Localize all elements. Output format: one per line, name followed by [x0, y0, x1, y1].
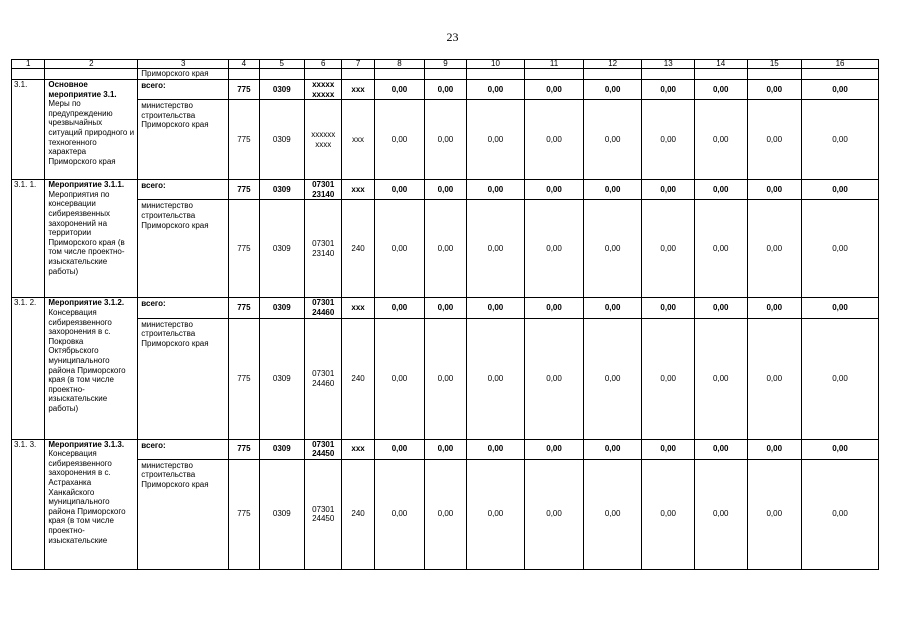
measure-number: 3.1. 2.: [12, 298, 45, 439]
amount-cell: 0,00: [694, 80, 747, 100]
section-code: 0309: [259, 298, 304, 318]
amount-cell: 0,00: [583, 80, 642, 100]
responsible-executor: министерство строительства Приморского края: [138, 459, 229, 569]
measure-ministry-row: [12, 100, 879, 180]
header-cell: 16: [802, 60, 879, 69]
amount-cell: 0,00: [466, 439, 525, 459]
section-code: 0309: [259, 459, 304, 569]
target-code-part: хххх: [315, 139, 332, 149]
measure-number: 3.1.: [12, 80, 45, 180]
column-number-header: [12, 60, 879, 69]
amount-cell: 0,00: [425, 180, 466, 200]
amount-cell: 0,00: [694, 439, 747, 459]
header-cell: 8: [374, 60, 425, 69]
amount-cell: 0,00: [374, 298, 425, 318]
grbs-code: 775: [229, 459, 259, 569]
amount-cell: 0,00: [466, 100, 525, 180]
amount-cell: 0,00: [525, 298, 584, 318]
section-code: 0309: [259, 80, 304, 100]
amount-cell: 0,00: [583, 200, 642, 298]
responsible-executor: министерство строительства Приморского края: [138, 200, 229, 298]
expense-type-code: 240: [342, 200, 374, 298]
target-code-part: 24460: [312, 378, 335, 388]
target-code-part: 24450: [312, 514, 335, 524]
measure-total-row: [12, 180, 879, 200]
amount-cell: 0,00: [583, 180, 642, 200]
target-code-part: 07301: [312, 298, 335, 308]
amount-cell: 0,00: [642, 439, 695, 459]
amount-cell: 0,00: [374, 439, 425, 459]
measure-total-row: [12, 80, 879, 100]
target-code-part: 24460: [312, 307, 335, 317]
amount-cell: 0,00: [425, 459, 466, 569]
section-code: 0309: [259, 180, 304, 200]
target-code-part: ххххх: [312, 89, 335, 99]
amount-cell: 0,00: [802, 180, 879, 200]
grbs-code: 775: [229, 80, 259, 100]
measure-subtitle: Меры по предупреждению чрезвычайных ситуаций природного и техногенного характера Приморского края: [48, 99, 135, 166]
amount-cell: 0,00: [642, 459, 695, 569]
target-code: [305, 459, 342, 569]
grbs-code: 775: [229, 318, 259, 439]
target-code: [305, 200, 342, 298]
amount-cell: 0,00: [466, 180, 525, 200]
measure-total-row: [12, 298, 879, 318]
grbs-code: 775: [229, 100, 259, 180]
amount-cell: 0,00: [425, 80, 466, 100]
header-cell: 9: [425, 60, 466, 69]
measure-total-row: [12, 439, 879, 459]
header-cell: 1: [12, 60, 45, 69]
amount-cell: 0,00: [525, 100, 584, 180]
amount-cell: 0,00: [802, 459, 879, 569]
amount-cell: 0,00: [374, 100, 425, 180]
target-code-part: 23140: [312, 189, 335, 199]
target-code-part: 24450: [312, 449, 335, 459]
measure-title: Мероприятие 3.1.2.: [48, 298, 125, 308]
header-cell: 12: [583, 60, 642, 69]
measure-title: Основное мероприятие 3.1.: [48, 80, 117, 99]
amount-cell: 0,00: [642, 180, 695, 200]
amount-cell: 0,00: [642, 100, 695, 180]
measure-number: 3.1. 3.: [12, 439, 45, 569]
amount-cell: 0,00: [694, 318, 747, 439]
amount-cell: 0,00: [583, 459, 642, 569]
amount-cell: 0,00: [374, 80, 425, 100]
amount-cell: 0,00: [525, 200, 584, 298]
header-cell: 13: [642, 60, 695, 69]
header-cell: 14: [694, 60, 747, 69]
page-number: 23: [446, 30, 459, 44]
header-cell: 7: [342, 60, 374, 69]
header-cell: 4: [229, 60, 259, 69]
amount-cell: 0,00: [802, 318, 879, 439]
measure-subtitle: Мероприятия по консервации сибиреязвенных захоронений на территории Приморского края (в том числе проектно-изыскательские работы): [48, 189, 125, 276]
section-code: 0309: [259, 318, 304, 439]
total-label: всего:: [138, 80, 229, 100]
grbs-code: 775: [229, 200, 259, 298]
expense-type-code: ххх: [342, 439, 374, 459]
target-code: [305, 439, 342, 459]
amount-cell: 0,00: [525, 318, 584, 439]
amount-cell: 0,00: [747, 298, 802, 318]
amount-cell: 0,00: [802, 200, 879, 298]
amount-cell: 0,00: [525, 80, 584, 100]
header-cell: 15: [747, 60, 802, 69]
amount-cell: 0,00: [466, 459, 525, 569]
amount-cell: 0,00: [694, 459, 747, 569]
target-code: [305, 298, 342, 318]
amount-cell: 0,00: [694, 180, 747, 200]
amount-cell: 0,00: [374, 200, 425, 298]
amount-cell: 0,00: [642, 200, 695, 298]
amount-cell: 0,00: [374, 459, 425, 569]
amount-cell: 0,00: [583, 439, 642, 459]
responsible-executor: министерство строительства Приморского края: [138, 100, 229, 180]
target-code: [305, 318, 342, 439]
header-cell: 2: [45, 60, 138, 69]
amount-cell: 0,00: [583, 298, 642, 318]
section-code: 0309: [259, 100, 304, 180]
amount-cell: 0,00: [425, 439, 466, 459]
section-code: 0309: [259, 200, 304, 298]
amount-cell: 0,00: [694, 298, 747, 318]
amount-cell: 0,00: [747, 180, 802, 200]
expense-type-code: ххх: [342, 80, 374, 100]
amount-cell: 0,00: [802, 100, 879, 180]
measure-number: 3.1. 1.: [12, 180, 45, 298]
measure-ministry-row: [12, 200, 879, 298]
amount-cell: 0,00: [642, 318, 695, 439]
measure-description: [45, 80, 138, 180]
continuation-text: Приморского края: [138, 69, 229, 80]
amount-cell: 0,00: [525, 439, 584, 459]
amount-cell: 0,00: [466, 298, 525, 318]
amount-cell: 0,00: [747, 459, 802, 569]
target-code-part: 07301: [312, 180, 335, 190]
target-code-part: 07301: [312, 368, 335, 378]
amount-cell: 0,00: [747, 439, 802, 459]
measure-ministry-row: [12, 459, 879, 569]
measure-title: Мероприятие 3.1.1.: [48, 180, 125, 190]
continuation-row: [12, 69, 879, 80]
responsible-executor: министерство строительства Приморского края: [138, 318, 229, 439]
target-code-part: ххххх: [312, 80, 335, 89]
target-code-part: 07301: [312, 439, 335, 449]
header-cell: 5: [259, 60, 304, 69]
target-code: [305, 100, 342, 180]
target-code-part: 07301: [312, 504, 335, 514]
expense-type-code: ххх: [342, 100, 374, 180]
header-cell: 11: [525, 60, 584, 69]
amount-cell: 0,00: [802, 80, 879, 100]
amount-cell: 0,00: [747, 100, 802, 180]
measure-title: Мероприятие 3.1.3.: [48, 439, 125, 449]
grbs-code: 775: [229, 439, 259, 459]
header-cell: 6: [305, 60, 342, 69]
budget-table: [11, 59, 879, 570]
target-code: [305, 80, 342, 100]
amount-cell: 0,00: [425, 100, 466, 180]
amount-cell: 0,00: [583, 100, 642, 180]
amount-cell: 0,00: [466, 80, 525, 100]
grbs-code: 775: [229, 180, 259, 200]
amount-cell: 0,00: [374, 318, 425, 439]
amount-cell: 0,00: [802, 298, 879, 318]
measure-ministry-row: [12, 318, 879, 439]
header-cell: 10: [466, 60, 525, 69]
measure-description: [45, 298, 138, 439]
amount-cell: 0,00: [525, 459, 584, 569]
amount-cell: 0,00: [747, 200, 802, 298]
measure-subtitle: Консервация сибиреязвенного захоронения в с. Покровка Октябрьского муниципального района Приморского края (в том числе проектно-изыскательские работы): [48, 307, 126, 413]
target-code-part: 23140: [312, 248, 335, 258]
amount-cell: 0,00: [425, 200, 466, 298]
header-cell: 3: [138, 60, 229, 69]
measure-subtitle: Консервация сибиреязвенного захоронения в с. Астраханка Ханкайского муниципального района Приморского края (в том числе проектно-изыскательские: [48, 449, 126, 545]
expense-type-code: 240: [342, 459, 374, 569]
amount-cell: 0,00: [642, 80, 695, 100]
measure-description: [45, 439, 138, 569]
amount-cell: 0,00: [374, 180, 425, 200]
section-code: 0309: [259, 439, 304, 459]
amount-cell: 0,00: [694, 100, 747, 180]
amount-cell: 0,00: [747, 318, 802, 439]
measure-description: [45, 180, 138, 298]
target-code-part: хххххх: [311, 130, 336, 140]
amount-cell: 0,00: [642, 298, 695, 318]
amount-cell: 0,00: [425, 318, 466, 439]
total-label: всего:: [138, 180, 229, 200]
expense-type-code: ххх: [342, 180, 374, 200]
amount-cell: 0,00: [694, 200, 747, 298]
amount-cell: 0,00: [747, 80, 802, 100]
target-code-part: 07301: [312, 239, 335, 249]
total-label: всего:: [138, 298, 229, 318]
expense-type-code: 240: [342, 318, 374, 439]
amount-cell: 0,00: [525, 180, 584, 200]
amount-cell: 0,00: [425, 298, 466, 318]
target-code: [305, 180, 342, 200]
grbs-code: 775: [229, 298, 259, 318]
expense-type-code: ххх: [342, 298, 374, 318]
total-label: всего:: [138, 439, 229, 459]
amount-cell: 0,00: [466, 200, 525, 298]
amount-cell: 0,00: [802, 439, 879, 459]
amount-cell: 0,00: [583, 318, 642, 439]
amount-cell: 0,00: [466, 318, 525, 439]
